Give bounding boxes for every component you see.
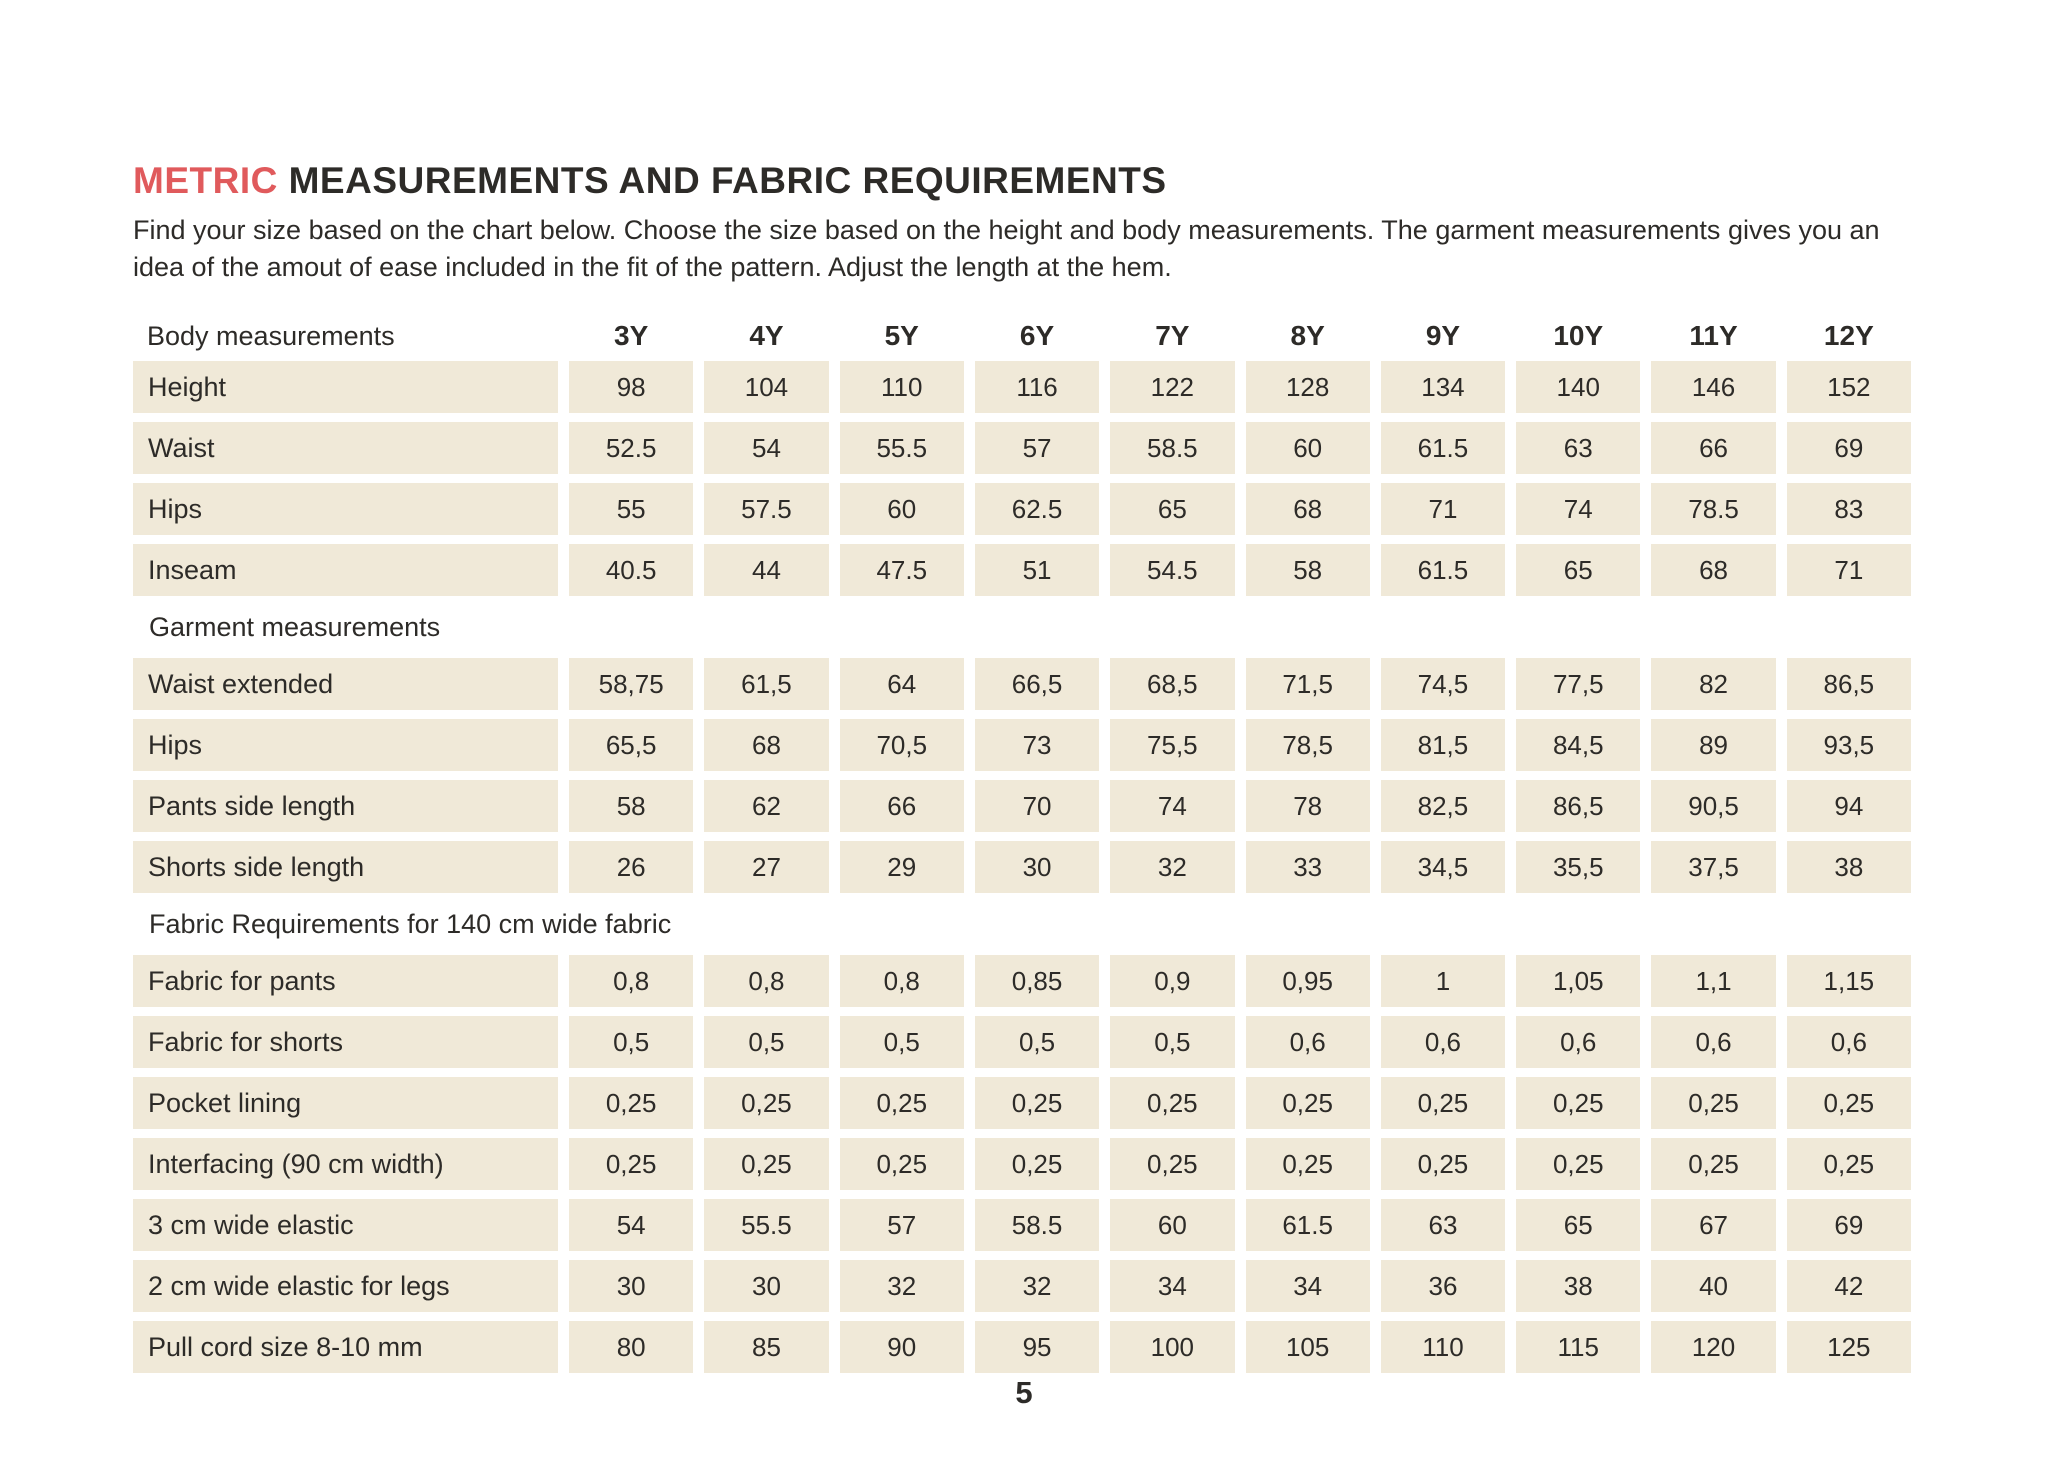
value-cell: 65,5 — [569, 719, 693, 771]
value-cell: 0,25 — [1110, 1138, 1234, 1190]
value-cell: 0,85 — [975, 955, 1099, 1007]
value-cell: 0,25 — [1651, 1077, 1775, 1129]
value-cell: 66 — [1651, 422, 1775, 474]
value-cell: 61,5 — [704, 658, 828, 710]
row-label: Hips — [133, 483, 558, 535]
value-cell: 58 — [1246, 544, 1370, 596]
value-cell: 95 — [975, 1321, 1099, 1373]
section-heading: Garment measurements — [133, 605, 1911, 649]
value-cell: 63 — [1381, 1199, 1505, 1251]
value-cell: 1,05 — [1516, 955, 1640, 1007]
value-cell: 0,25 — [704, 1138, 828, 1190]
value-cell: 0,25 — [1110, 1077, 1234, 1129]
value-cell: 26 — [569, 841, 693, 893]
value-cell: 115 — [1516, 1321, 1640, 1373]
row-label: Inseam — [133, 544, 558, 596]
row-label: Height — [133, 361, 558, 413]
value-cell: 55.5 — [840, 422, 964, 474]
value-cell: 32 — [975, 1260, 1099, 1312]
size-column-header: 7Y — [1155, 320, 1190, 351]
value-cell: 55 — [569, 483, 693, 535]
value-cell: 0,25 — [1381, 1077, 1505, 1129]
value-cell: 81,5 — [1381, 719, 1505, 771]
value-cell: 32 — [1110, 841, 1234, 893]
value-cell: 0,8 — [569, 955, 693, 1007]
value-cell: 140 — [1516, 361, 1640, 413]
value-cell: 1,1 — [1651, 955, 1775, 1007]
value-cell: 84,5 — [1516, 719, 1640, 771]
size-column-header: 9Y — [1425, 320, 1461, 351]
value-cell: 0,25 — [1787, 1077, 1911, 1129]
value-cell: 0,8 — [840, 955, 964, 1007]
value-cell: 74 — [1516, 483, 1640, 535]
value-cell: 0,8 — [704, 955, 828, 1007]
page-title-rest: MEASUREMENTS AND FABRIC REQUIREMENTS — [277, 160, 1167, 201]
value-cell: 0,5 — [975, 1016, 1099, 1068]
value-cell: 110 — [1381, 1321, 1505, 1373]
value-cell: 90,5 — [1651, 780, 1775, 832]
value-cell: 30 — [569, 1260, 693, 1312]
value-cell: 68 — [1246, 483, 1370, 535]
row-label: Waist extended — [133, 658, 558, 710]
value-cell: 61.5 — [1381, 422, 1505, 474]
intro-paragraph: Find your size based on the chart below. Choose the size based on the height and body measurements. The garment measurements gives you an idea of the amout of ease included in the fit of the pattern. Adjust the length at the hem. — [133, 215, 1880, 282]
value-cell: 63 — [1516, 422, 1640, 474]
value-cell: 65 — [1516, 544, 1640, 596]
value-cell: 0,25 — [1516, 1077, 1640, 1129]
page-number: 5 — [1015, 1375, 1033, 1410]
size-column-header: 11Y — [1689, 320, 1738, 351]
value-cell: 34 — [1246, 1260, 1370, 1312]
value-cell: 66 — [840, 780, 964, 832]
value-cell: 30 — [704, 1260, 828, 1312]
value-cell: 70,5 — [840, 719, 964, 771]
row-label: Interfacing (90 cm width) — [133, 1138, 558, 1190]
value-cell: 65 — [1516, 1199, 1640, 1251]
value-cell: 32 — [840, 1260, 964, 1312]
value-cell: 68,5 — [1110, 658, 1234, 710]
size-column-header: 6Y — [1019, 320, 1055, 351]
value-cell: 52.5 — [569, 422, 693, 474]
value-cell: 85 — [704, 1321, 828, 1373]
value-cell: 0,25 — [840, 1077, 964, 1129]
value-cell: 36 — [1381, 1260, 1505, 1312]
value-cell: 94 — [1787, 780, 1911, 832]
value-cell: 0,25 — [704, 1077, 828, 1129]
value-cell: 90 — [840, 1321, 964, 1373]
value-cell: 0,25 — [840, 1138, 964, 1190]
value-cell: 86,5 — [1787, 658, 1911, 710]
row-label: Fabric for shorts — [133, 1016, 558, 1068]
value-cell: 82,5 — [1381, 780, 1505, 832]
value-cell: 78 — [1246, 780, 1370, 832]
section-heading: Fabric Requirements for 140 cm wide fabric — [133, 902, 1911, 946]
value-cell: 0,25 — [1246, 1138, 1370, 1190]
value-cell: 0,9 — [1110, 955, 1234, 1007]
value-cell: 75,5 — [1110, 719, 1234, 771]
value-cell: 0,5 — [569, 1016, 693, 1068]
value-cell: 57 — [840, 1199, 964, 1251]
value-cell: 64 — [840, 658, 964, 710]
value-cell: 0,5 — [840, 1016, 964, 1068]
value-cell: 110 — [840, 361, 964, 413]
value-cell: 0,6 — [1516, 1016, 1640, 1068]
value-cell: 0,25 — [1246, 1077, 1370, 1129]
value-cell: 65 — [1110, 483, 1234, 535]
size-column-header: 5Y — [884, 320, 919, 351]
value-cell: 54.5 — [1110, 544, 1234, 596]
value-cell: 105 — [1246, 1321, 1370, 1373]
value-cell: 0,5 — [704, 1016, 828, 1068]
value-cell: 66,5 — [975, 658, 1099, 710]
value-cell: 40.5 — [569, 544, 693, 596]
value-cell: 58 — [569, 780, 693, 832]
value-cell: 0,25 — [569, 1138, 693, 1190]
value-cell: 58.5 — [975, 1199, 1099, 1251]
value-cell: 44 — [704, 544, 828, 596]
value-cell: 57.5 — [704, 483, 828, 535]
size-chart-table — [133, 310, 1911, 1373]
value-cell: 67 — [1651, 1199, 1775, 1251]
value-cell: 42 — [1787, 1260, 1911, 1312]
row-label: Hips — [133, 719, 558, 771]
size-column-header: 12Y — [1823, 320, 1874, 351]
size-column-header: 4Y — [749, 320, 784, 351]
value-cell: 1,15 — [1787, 955, 1911, 1007]
row-label: Shorts side length — [133, 841, 558, 893]
value-cell: 62.5 — [975, 483, 1099, 535]
value-cell: 54 — [569, 1199, 693, 1251]
value-cell: 61.5 — [1246, 1199, 1370, 1251]
value-cell: 78.5 — [1651, 483, 1775, 535]
value-cell: 74 — [1110, 780, 1234, 832]
page-content — [133, 160, 1911, 1373]
value-cell: 38 — [1787, 841, 1911, 893]
value-cell: 1 — [1381, 955, 1505, 1007]
value-cell: 68 — [704, 719, 828, 771]
value-cell: 54 — [704, 422, 828, 474]
value-cell: 60 — [840, 483, 964, 535]
page-title — [133, 160, 1911, 202]
value-cell: 70 — [975, 780, 1099, 832]
row-label: 3 cm wide elastic — [133, 1199, 558, 1251]
value-cell: 80 — [569, 1321, 693, 1373]
value-cell: 0,6 — [1381, 1016, 1505, 1068]
value-cell: 78,5 — [1246, 719, 1370, 771]
size-column-header: 10Y — [1553, 320, 1604, 351]
value-cell: 71,5 — [1246, 658, 1370, 710]
value-cell: 100 — [1110, 1321, 1234, 1373]
value-cell: 0,25 — [1516, 1138, 1640, 1190]
value-cell: 34 — [1110, 1260, 1234, 1312]
size-column-header: 3Y — [614, 320, 649, 351]
value-cell: 0,6 — [1651, 1016, 1775, 1068]
value-cell: 35,5 — [1516, 841, 1640, 893]
value-cell: 125 — [1787, 1321, 1911, 1373]
value-cell: 71 — [1381, 483, 1505, 535]
value-cell: 134 — [1381, 361, 1505, 413]
value-cell: 0,95 — [1246, 955, 1370, 1007]
value-cell: 0,25 — [569, 1077, 693, 1129]
value-cell: 146 — [1651, 361, 1775, 413]
value-cell: 38 — [1516, 1260, 1640, 1312]
value-cell: 0,5 — [1110, 1016, 1234, 1068]
value-cell: 73 — [975, 719, 1099, 771]
value-cell: 29 — [840, 841, 964, 893]
value-cell: 122 — [1110, 361, 1234, 413]
value-cell: 86,5 — [1516, 780, 1640, 832]
value-cell: 60 — [1246, 422, 1370, 474]
value-cell: 0,25 — [1381, 1138, 1505, 1190]
row-label: Waist — [133, 422, 558, 474]
page-title-highlight: METRIC — [133, 160, 278, 201]
row-label: Pull cord size 8-10 mm — [133, 1321, 558, 1373]
value-cell: 68 — [1651, 544, 1775, 596]
value-cell: 51 — [975, 544, 1099, 596]
value-cell: 77,5 — [1516, 658, 1640, 710]
value-cell: 0,6 — [1246, 1016, 1370, 1068]
value-cell: 58.5 — [1110, 422, 1234, 474]
value-cell: 120 — [1651, 1321, 1775, 1373]
value-cell: 0,25 — [975, 1077, 1099, 1129]
value-cell: 58,75 — [569, 658, 693, 710]
value-cell: 89 — [1651, 719, 1775, 771]
value-cell: 71 — [1787, 544, 1911, 596]
value-cell: 40 — [1651, 1260, 1775, 1312]
value-cell: 57 — [975, 422, 1099, 474]
value-cell: 116 — [975, 361, 1099, 413]
value-cell: 33 — [1246, 841, 1370, 893]
row-label: 2 cm wide elastic for legs — [133, 1260, 558, 1312]
size-column-header: 8Y — [1290, 320, 1325, 351]
value-cell: 47.5 — [840, 544, 964, 596]
value-cell: 0,6 — [1787, 1016, 1911, 1068]
value-cell: 82 — [1651, 658, 1775, 710]
value-cell: 69 — [1787, 422, 1911, 474]
value-cell: 37,5 — [1651, 841, 1775, 893]
value-cell: 83 — [1787, 483, 1911, 535]
value-cell: 69 — [1787, 1199, 1911, 1251]
row-label: Pocket lining — [133, 1077, 558, 1129]
value-cell: 0,25 — [1651, 1138, 1775, 1190]
value-cell: 0,25 — [975, 1138, 1099, 1190]
value-cell: 93,5 — [1787, 719, 1911, 771]
value-cell: 62 — [704, 780, 828, 832]
value-cell: 0,25 — [1787, 1138, 1911, 1190]
row-label: Fabric for pants — [133, 955, 558, 1007]
value-cell: 98 — [569, 361, 693, 413]
table-header-label: Body measurements — [147, 321, 395, 351]
row-label: Pants side length — [133, 780, 558, 832]
value-cell: 55.5 — [704, 1199, 828, 1251]
value-cell: 152 — [1787, 361, 1911, 413]
value-cell: 104 — [704, 361, 828, 413]
value-cell: 60 — [1110, 1199, 1234, 1251]
value-cell: 74,5 — [1381, 658, 1505, 710]
value-cell: 128 — [1246, 361, 1370, 413]
value-cell: 61.5 — [1381, 544, 1505, 596]
value-cell: 27 — [704, 841, 828, 893]
value-cell: 30 — [975, 841, 1099, 893]
value-cell: 34,5 — [1381, 841, 1505, 893]
